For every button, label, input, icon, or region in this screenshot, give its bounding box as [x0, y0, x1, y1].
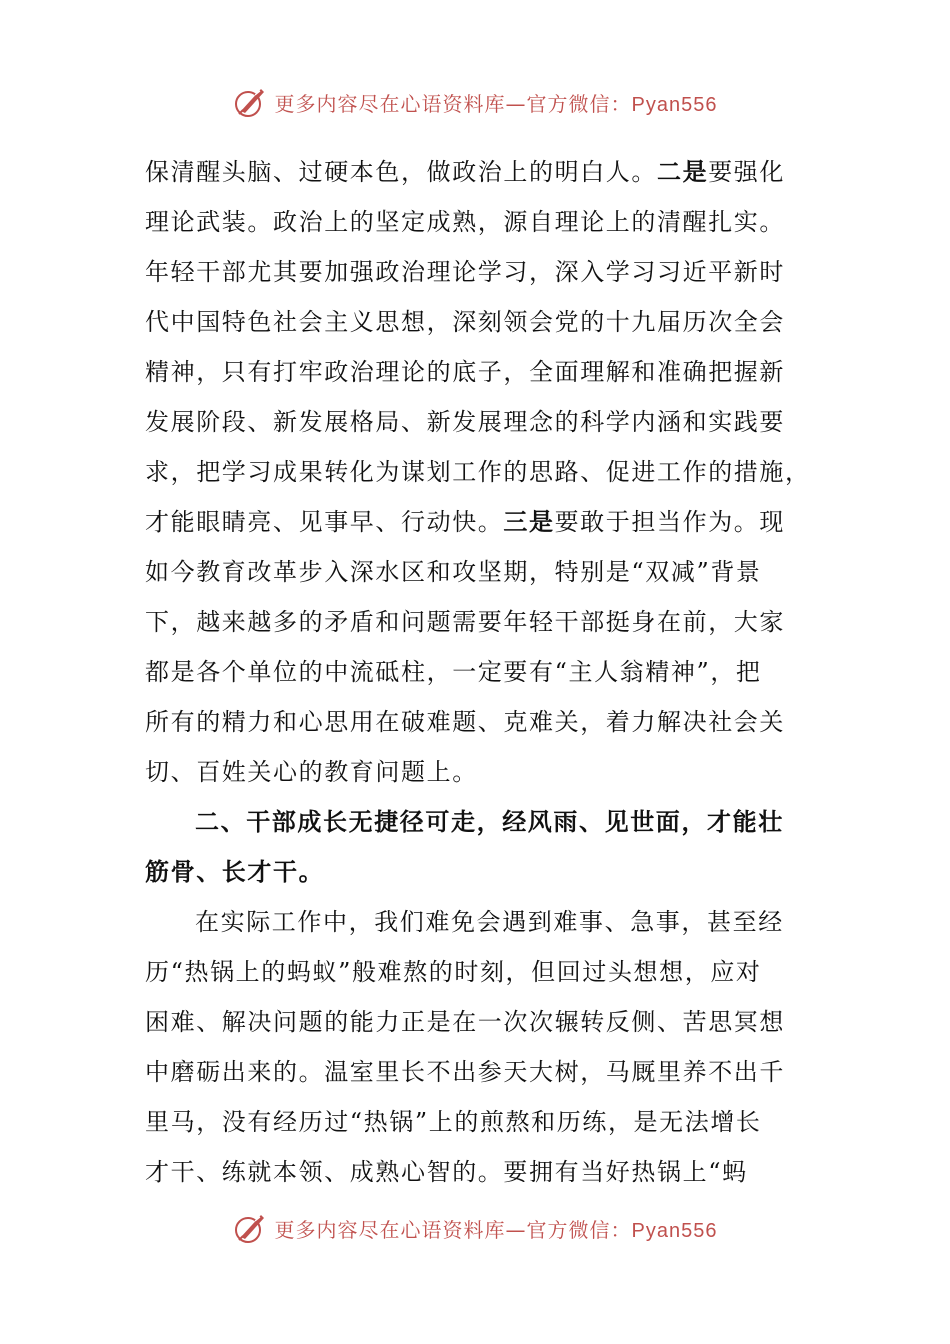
- quill-logo-icon: [233, 84, 269, 120]
- text-line: 中磨砺出来的。温室里长不出参天大树，马厩里养不出千: [145, 1058, 785, 1086]
- header-banner: [0, 79, 950, 125]
- text-line: 所有的精力和心思用在破难题、克难关，着力解决社会关: [145, 708, 785, 736]
- footer-banner: [0, 1205, 950, 1251]
- quill-logo-icon: [233, 1210, 269, 1246]
- text-line: 发展阶段、新发展格局、新发展理念的科学内涵和实践要: [145, 408, 785, 436]
- text-line: 才能眼睛亮、见事早、行动快。三是要敢于担当作为。现: [145, 507, 786, 536]
- text-line: 精神，只有打牢政治理论的底子，全面理解和准确把握新: [145, 358, 785, 386]
- text-line: 才干、练就本领、成熟心智的。要拥有当好热锅上“蚂: [145, 1158, 748, 1186]
- text-line: 求，把学习成果转化为谋划工作的思路、促进工作的措施，: [145, 458, 811, 486]
- banner-text: 更多内容尽在心语资料库—官方微信：Pyan556: [274, 91, 718, 116]
- bold-marker: 二是: [657, 157, 709, 186]
- text-line: 理论武装。政治上的坚定成熟，源自理论上的清醒扎实。: [145, 208, 785, 236]
- text-line: 如今教育改革步入深水区和攻坚期，特别是“双减”背景: [145, 558, 762, 586]
- document-body: [145, 147, 811, 1197]
- text-line: 困难、解决问题的能力正是在一次次辗转反侧、苦思冥想: [145, 1008, 785, 1036]
- text-line: 代中国特色社会主义思想，深刻领会党的十九届历次全会: [145, 308, 785, 336]
- text-line: 都是各个单位的中流砥柱，一定要有“主人翁精神”，把: [145, 658, 762, 686]
- section-heading-line-1: 二、干部成长无捷径可走，经风雨、见世面，才能壮: [195, 807, 784, 836]
- text-line: 下，越来越多的矛盾和问题需要年轻干部挺身在前，大家: [145, 608, 785, 636]
- bold-marker: 三是: [503, 507, 555, 536]
- banner-text: 更多内容尽在心语资料库—官方微信：Pyan556: [274, 1217, 718, 1242]
- text-line: 切、百姓关心的教育问题上。: [145, 758, 478, 786]
- text-line: 在实际工作中，我们难免会遇到难事、急事，甚至经: [195, 908, 784, 936]
- text-line: 保清醒头脑、过硬本色，做政治上的明白人。二是要强化: [145, 157, 786, 186]
- paragraph-2: [145, 897, 805, 1197]
- text-line: 历“热锅上的蚂蚁”般难熬的时刻，但回过头想想，应对: [145, 958, 762, 986]
- section-heading-line-2: 筋骨、长才干。: [145, 857, 325, 886]
- paragraph-1: [145, 147, 811, 797]
- text-line: 里马，没有经历过“热锅”上的煎熬和历练，是无法增长: [145, 1108, 762, 1136]
- text-line: 年轻干部尤其要加强政治理论学习，深入学习习近平新时: [145, 258, 785, 286]
